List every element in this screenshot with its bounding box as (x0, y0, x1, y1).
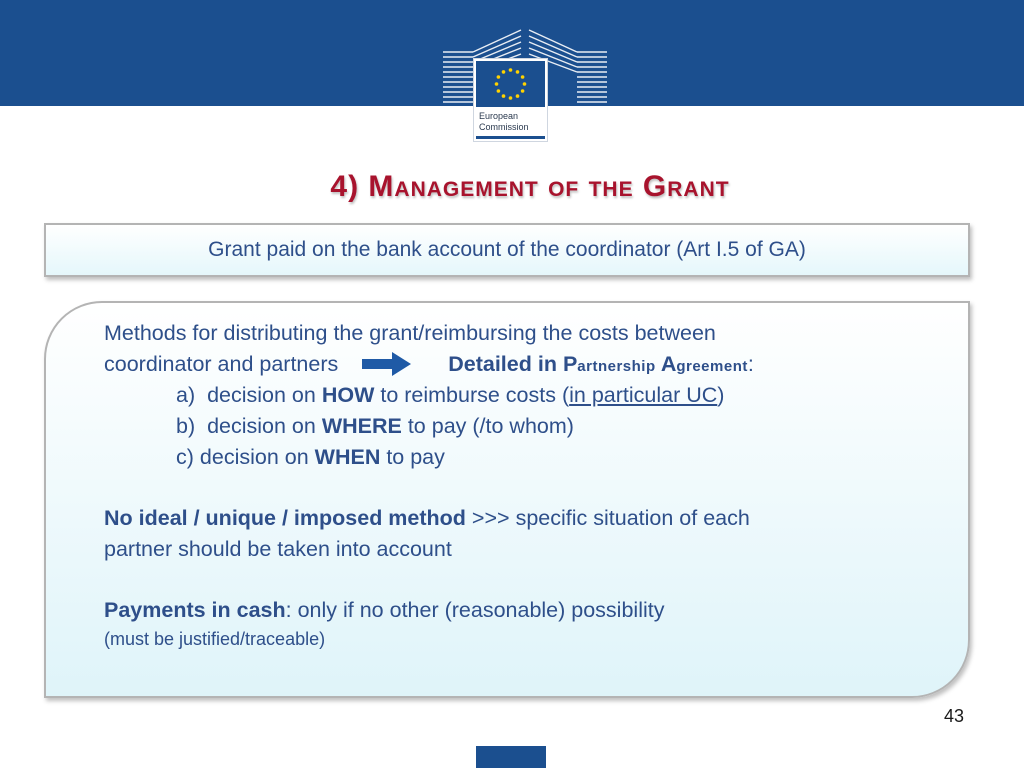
logo-line-2: Commission (479, 122, 529, 132)
payments-strong: Payments in cash (104, 598, 286, 622)
methods-content (104, 318, 964, 652)
list-strong: HOW (321, 383, 375, 407)
list-marker: c) (176, 445, 194, 469)
partnership-agreement-ref (448, 352, 748, 376)
spacer (104, 473, 964, 503)
list-item (104, 411, 964, 442)
list-strong: WHERE (321, 414, 402, 438)
pa-initial-a: A (655, 352, 677, 376)
methods-line-1: Methods for distributing the grant/reimbursing the costs between (104, 321, 716, 345)
logo-text (479, 111, 545, 133)
list-text: decision on (207, 383, 322, 407)
list-text: decision on (207, 414, 322, 438)
list-text: to pay (380, 445, 445, 469)
grant-payment-box (44, 223, 970, 277)
pa-artnership: artnership (577, 358, 656, 375)
no-ideal-line-1 (104, 503, 964, 534)
no-ideal-line-2: partner should be taken into account (104, 537, 452, 561)
slide-title: 4) Management of the Grant (330, 170, 730, 203)
methods-line-2 (104, 349, 964, 380)
grant-payment-text: Grant paid on the bank account of the coordinator (Art I.5 of GA) (208, 238, 806, 261)
list-strong: WHEN (314, 445, 381, 469)
no-ideal-rest: >>> specific situation of each (465, 506, 750, 530)
pa-initial-p: P (562, 352, 578, 376)
payments-note: (must be justified/traceable) (104, 629, 326, 649)
eu-flag-icon (476, 61, 545, 107)
methods-line-2-text: coordinator and partners (104, 352, 339, 376)
detailed-prefix: Detailed in (448, 352, 563, 376)
logo-rule (476, 136, 545, 139)
list-marker: a) (176, 383, 196, 407)
page-number: 43 (943, 706, 964, 726)
payments-rest: : only if no other (reasonable) possibility (285, 598, 665, 622)
list-underlined: in particular UC (569, 383, 718, 407)
colon: : (747, 352, 754, 376)
payments-line (104, 595, 964, 626)
eu-commission-logo (473, 58, 548, 142)
list-text: ) (717, 383, 725, 407)
list-item (104, 380, 964, 411)
arrow-right-icon (362, 351, 412, 377)
list-marker: b) (176, 414, 196, 438)
no-ideal-strong: No ideal / unique / imposed method (104, 506, 466, 530)
list-text: to pay (/to whom) (401, 414, 574, 438)
list-text: decision on (199, 445, 315, 469)
list-text: to reimburse costs ( (374, 383, 570, 407)
footer-tab (476, 746, 546, 768)
spacer (104, 565, 964, 595)
pa-greement: greement (676, 358, 748, 375)
list-item (104, 442, 964, 473)
logo-line-1: European (479, 111, 519, 121)
